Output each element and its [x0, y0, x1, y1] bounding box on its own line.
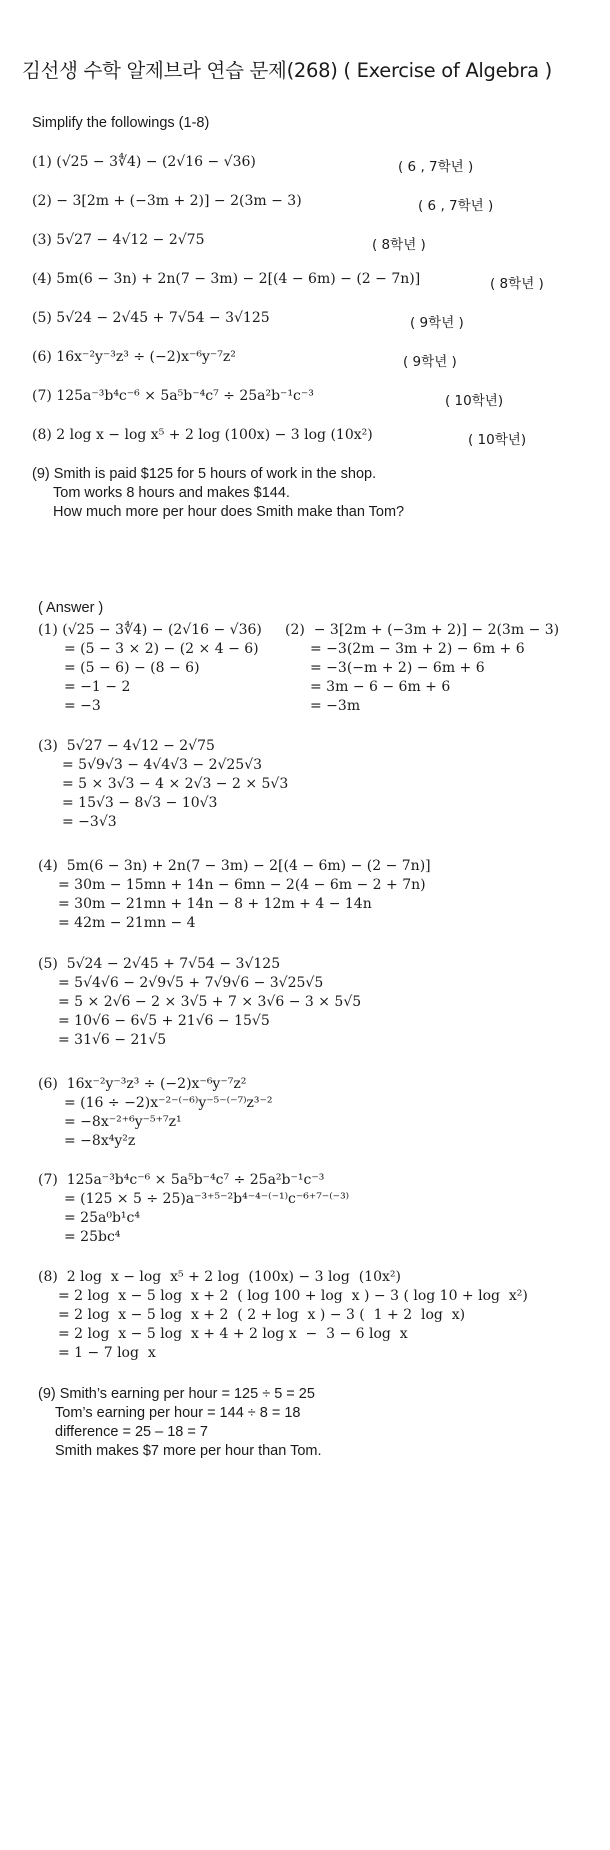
word-problem-line: Tom works 8 hours and makes $144. [53, 485, 290, 501]
answer-2-step: = −3(−m + 2) − 6m + 6 [310, 660, 485, 676]
answer-9-step: (9) Smith’s earning per hour = 125 ÷ 5 = 25 [38, 1386, 315, 1402]
answer-1-step: = (5 − 6) − (8 − 6) [64, 660, 200, 676]
answer-2-step: = 3m − 6 − 6m + 6 [310, 679, 451, 695]
answer-8-step: = 1 − 7 log x [58, 1345, 156, 1361]
instructions-heading: Simplify the followings (1-8) [32, 115, 210, 131]
answer-2-step: = −3m [310, 698, 361, 714]
answer-8-step: = 2 log x − 5 log x + 4 + 2 log x − 3 − 6 log x [58, 1326, 408, 1342]
grade-label-5: ( 9학년 ) [410, 315, 464, 331]
answer-7-step: (7) 125a⁻³b⁴c⁻⁶ × 5a⁵b⁻⁴c⁷ ÷ 25a²b⁻¹c⁻³ [38, 1172, 325, 1188]
answer-3-step: = 15√3 − 8√3 − 10√3 [62, 795, 218, 811]
answer-8-step: = 2 log x − 5 log x + 2 ( 2 + log x ) − 3 ( 1 + 2 log x) [58, 1307, 466, 1323]
answer-5-step: = 5 × 2√6 − 2 × 3√5 + 7 × 3√6 − 3 × 5√5 [58, 994, 362, 1010]
answer-6-step: (6) 16x⁻²y⁻³z³ ÷ (−2)x⁻⁶y⁻⁷z² [38, 1076, 247, 1092]
problem-1: (1) (√25 − 3∜4) − (2√16 − √36) [32, 154, 256, 170]
grade-label-3: ( 8학년 ) [372, 237, 426, 253]
answer-4-step: = 30m − 21mn + 14n − 8 + 12m + 4 − 14n [58, 896, 372, 912]
grade-label-8: ( 10학년) [468, 432, 527, 448]
worksheet-title: 김선생 수학 알제브라 연습 문제(268) ( Exercise of Algebra ) [22, 59, 552, 82]
grade-label-2: ( 6 , 7학년 ) [418, 198, 494, 214]
problem-7: (7) 125a⁻³b⁴c⁻⁶ × 5a⁵b⁻⁴c⁷ ÷ 25a²b⁻¹c⁻³ [32, 388, 314, 404]
grade-label-7: ( 10학년) [445, 393, 504, 409]
answer-3-step: = 5 × 3√3 − 4 × 2√3 − 2 × 5√3 [62, 776, 289, 792]
answer-5-step: = 31√6 − 21√5 [58, 1032, 167, 1048]
answer-2-step: = −3(2m − 3m + 2) − 6m + 6 [310, 641, 525, 657]
answer-8-step: = 2 log x − 5 log x + 2 ( log 100 + log x ) − 3 ( log 10 + log x²) [58, 1288, 528, 1304]
problem-3: (3) 5√27 − 4√12 − 2√75 [32, 232, 205, 248]
answer-6-step: = −8x⁻²⁺⁶y⁻⁵⁺⁷z¹ [64, 1114, 182, 1130]
answer-heading: ( Answer ) [38, 600, 104, 616]
answer-1-step: = (5 − 3 × 2) − (2 × 4 − 6) [64, 641, 259, 657]
problem-5: (5) 5√24 − 2√45 + 7√54 − 3√125 [32, 310, 270, 326]
answer-7-step: = 25a⁰b¹c⁴ [64, 1210, 140, 1226]
answer-1-step: = −3 [64, 698, 101, 714]
answer-7-step: = 25bc⁴ [64, 1229, 121, 1245]
answer-9-step: difference = 25 – 18 = 7 [55, 1424, 208, 1440]
answer-5-step: (5) 5√24 − 2√45 + 7√54 − 3√125 [38, 956, 281, 972]
answer-1-step: = −1 − 2 [64, 679, 131, 695]
answer-9-step: Smith makes $7 more per hour than Tom. [55, 1443, 322, 1459]
word-problem-line: (9) Smith is paid $125 for 5 hours of work in the shop. [32, 466, 377, 482]
answer-6-step: = −8x⁴y²z [64, 1133, 136, 1149]
answer-5-step: = 5√4√6 − 2√9√5 + 7√9√6 − 3√25√5 [58, 975, 324, 991]
answer-7-step: = (125 × 5 ÷ 25)a⁻³⁺⁵⁻²b⁴⁻⁴⁻⁽⁻¹⁾c⁻⁶⁺⁷⁻⁽⁻³⁾ [64, 1191, 350, 1207]
answer-4-step: (4) 5m(6 − 3n) + 2n(7 − 3m) − 2[(4 − 6m) − (2 − 7n)] [38, 858, 431, 874]
problem-6: (6) 16x⁻²y⁻³z³ ÷ (−2)x⁻⁶y⁻⁷z² [32, 349, 236, 365]
word-problem-line: How much more per hour does Smith make than Tom? [53, 504, 405, 520]
problem-8: (8) 2 log x − log x⁵ + 2 log (100x) − 3 log (10x²) [32, 427, 373, 443]
answer-3-step: = −3√3 [62, 814, 117, 830]
answer-8-step: (8) 2 log x − log x⁵ + 2 log (100x) − 3 log (10x²) [38, 1269, 401, 1285]
answer-4-step: = 42m − 21mn − 4 [58, 915, 196, 931]
grade-label-1: ( 6 , 7학년 ) [398, 159, 474, 175]
answer-2-step: (2) − 3[2m + (−3m + 2)] − 2(3m − 3) [285, 622, 560, 638]
answer-1-step: (1) (√25 − 3∜4) − (2√16 − √36) [38, 622, 262, 638]
grade-label-4: ( 8학년 ) [490, 276, 544, 292]
answer-9-step: Tom’s earning per hour = 144 ÷ 8 = 18 [55, 1405, 301, 1421]
answer-5-step: = 10√6 − 6√5 + 21√6 − 15√5 [58, 1013, 270, 1029]
answer-3-step: (3) 5√27 − 4√12 − 2√75 [38, 738, 215, 754]
problem-2: (2) − 3[2m + (−3m + 2)] − 2(3m − 3) [32, 193, 302, 209]
problem-4: (4) 5m(6 − 3n) + 2n(7 − 3m) − 2[(4 − 6m) − (2 − 7n)] [32, 271, 421, 287]
answer-4-step: = 30m − 15mn + 14n − 6mn − 2(4 − 6m − 2 + 7n) [58, 877, 426, 893]
grade-label-6: ( 9학년 ) [403, 354, 457, 370]
answer-3-step: = 5√9√3 − 4√4√3 − 2√25√3 [62, 757, 263, 773]
answer-6-step: = (16 ÷ −2)x⁻²⁻⁽⁻⁶⁾y⁻⁵⁻⁽⁻⁷⁾z³⁻² [64, 1095, 273, 1111]
